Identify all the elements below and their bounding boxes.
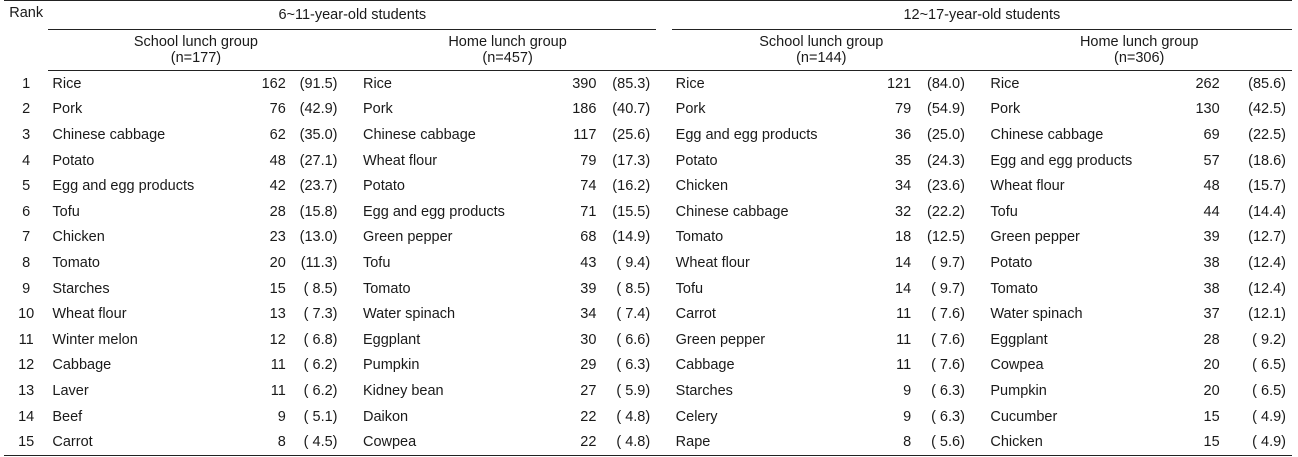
percent-cell: (42.9) <box>299 101 338 118</box>
spacer-cell <box>656 353 671 379</box>
spacer-cell <box>656 301 671 327</box>
rank-cell: 13 <box>18 382 35 399</box>
spacer-cell <box>971 301 986 327</box>
food-name-cell: Cucumber <box>990 408 1058 425</box>
spacer-cell <box>344 327 359 353</box>
spacer-cell <box>344 71 359 97</box>
spacer-cell <box>656 429 671 455</box>
food-name-cell: Tofu <box>990 203 1018 220</box>
rank-cell: 8 <box>22 254 31 271</box>
percent-cell: ( 7.6) <box>931 357 965 374</box>
food-name-cell: Cabbage <box>52 357 112 374</box>
table-row <box>4 404 1292 430</box>
subgroup-n: (n=177) <box>48 50 343 71</box>
table-row <box>4 199 1292 225</box>
percent-cell: (12.1) <box>1248 306 1286 323</box>
percent-cell: (22.2) <box>927 203 965 220</box>
rank-cell: 7 <box>22 229 31 246</box>
percent-cell: (12.7) <box>1248 229 1286 246</box>
percent-cell: (18.6) <box>1248 152 1286 169</box>
food-ranking-table <box>4 0 1292 456</box>
subgroup-label: School lunch group <box>759 34 884 50</box>
food-name-cell: Chinese cabbage <box>675 203 789 220</box>
spacer-cell <box>656 122 671 148</box>
count-cell: 32 <box>895 203 912 220</box>
percent-cell: ( 5.1) <box>303 408 338 425</box>
percent-cell: (14.9) <box>612 229 651 246</box>
spacer-cell <box>344 148 359 174</box>
count-cell: 14 <box>895 254 912 271</box>
food-name-cell: Chicken <box>52 229 105 246</box>
food-name-cell: Chinese cabbage <box>362 126 476 143</box>
count-cell: 38 <box>1203 254 1220 271</box>
spacer-cell <box>971 225 986 251</box>
rank-cell: 15 <box>4 429 48 455</box>
spacer-cell <box>971 378 986 404</box>
food-name-cell: Potato <box>362 178 405 195</box>
percent-cell: ( 9.4) <box>616 254 651 271</box>
spacer-cell <box>344 429 359 455</box>
percent-cell: ( 4.8) <box>616 408 651 425</box>
spacer-cell <box>971 97 986 123</box>
percent-cell: (27.1) <box>299 152 338 169</box>
spacer-cell <box>656 71 671 97</box>
table-row <box>4 429 1292 455</box>
header-row-subgroups <box>4 30 1292 51</box>
subgroup-label: Home lunch group <box>1079 34 1199 50</box>
spacer-cell <box>344 301 359 327</box>
percent-cell: (12.4) <box>1248 280 1286 297</box>
rank-cell: 14 <box>18 408 35 425</box>
spacer-cell <box>344 250 359 276</box>
count-cell: 262 <box>1195 75 1220 92</box>
food-name-cell: Wheat flour <box>52 306 127 323</box>
food-name-cell: Tomato <box>990 280 1038 297</box>
spacer-cell <box>971 148 986 174</box>
percent-cell: ( 6.2) <box>303 382 338 399</box>
percent-cell: ( 6.5) <box>1252 382 1286 399</box>
spacer-cell <box>656 97 671 123</box>
food-name-cell: Potato <box>990 254 1033 271</box>
count-cell: 18 <box>895 229 912 246</box>
food-name-cell: Tomato <box>362 280 411 297</box>
count-cell: 20 <box>1203 357 1220 374</box>
spacer-cell <box>344 225 359 251</box>
food-name-cell: Winter melon <box>52 331 138 348</box>
count-cell: 28 <box>1203 331 1220 348</box>
table-body <box>4 71 1292 456</box>
spacer-cell <box>656 225 671 251</box>
count-cell: 36 <box>895 126 912 143</box>
spacer-cell <box>971 173 986 199</box>
count-cell: 22 <box>551 429 598 455</box>
food-name-cell: Chinese cabbage <box>52 126 166 143</box>
food-name-cell: Wheat flour <box>675 254 750 271</box>
percent-cell: ( 6.3) <box>931 408 965 425</box>
count-cell: 29 <box>580 357 597 374</box>
count-cell: 11 <box>270 382 286 399</box>
percent-cell: ( 9.7) <box>931 280 965 297</box>
percent-cell: ( 6.8) <box>303 331 338 348</box>
count-cell: 15 <box>269 280 286 297</box>
percent-cell: ( 5.9) <box>616 382 651 399</box>
percent-cell: ( 4.9) <box>1252 408 1286 425</box>
count-cell: 8 <box>868 429 913 455</box>
table-row <box>4 250 1292 276</box>
count-cell: 39 <box>580 280 597 297</box>
rank-cell: 5 <box>22 178 31 195</box>
spacer-cell <box>656 199 671 225</box>
percent-cell: (23.7) <box>299 178 338 195</box>
spacer-cell <box>656 378 671 404</box>
count-cell: 43 <box>580 254 597 271</box>
food-name-cell: Egg and egg products <box>675 126 818 143</box>
percent-cell: (85.3) <box>612 75 651 92</box>
rank-cell: 12 <box>18 357 35 374</box>
count-cell: 390 <box>572 75 597 92</box>
rank-cell: 1 <box>22 75 31 92</box>
food-name-cell: Pumpkin <box>362 357 420 374</box>
spacer-cell <box>656 173 671 199</box>
percent-cell: (13.0) <box>299 229 338 246</box>
count-cell: 117 <box>573 126 597 143</box>
count-cell: 30 <box>580 331 597 348</box>
count-cell: 71 <box>580 203 597 220</box>
table-row <box>4 71 1292 97</box>
food-name-cell: Wheat flour <box>362 152 438 169</box>
food-name-cell: Kidney bean <box>362 382 444 399</box>
food-name-cell: Celery <box>675 408 718 425</box>
count-cell: 38 <box>1203 280 1220 297</box>
count-cell: 121 <box>886 75 912 92</box>
count-cell: 12 <box>269 331 286 348</box>
percent-cell: ( 6.3) <box>931 382 965 399</box>
count-cell: 68 <box>580 229 597 246</box>
food-name-cell: Green pepper <box>675 331 766 348</box>
spacer-cell <box>656 148 671 174</box>
percent-cell: ( 5.6) <box>913 429 971 455</box>
count-cell: 15 <box>1203 408 1220 425</box>
count-cell: 162 <box>261 75 286 92</box>
food-name-cell: Egg and egg products <box>362 203 505 220</box>
food-name-cell: Chicken <box>675 178 729 195</box>
percent-cell: ( 4.8) <box>598 429 656 455</box>
food-name-cell: Rice <box>362 75 392 92</box>
count-cell: 11 <box>896 306 912 323</box>
age-group-12-17-header: 12~17-year-old students <box>672 1 1292 30</box>
header-row-sample-sizes <box>4 50 1292 71</box>
table-row <box>4 97 1292 123</box>
food-name-cell: Chinese cabbage <box>990 126 1104 143</box>
food-name-cell: Pork <box>990 101 1021 118</box>
count-cell: 28 <box>269 203 286 220</box>
count-cell: 34 <box>895 178 912 195</box>
percent-cell: ( 7.3) <box>303 306 338 323</box>
food-name-cell: Eggplant <box>362 331 421 348</box>
table-row <box>4 122 1292 148</box>
spacer-cell <box>971 250 986 276</box>
percent-cell: (25.0) <box>927 126 965 143</box>
food-name-cell: Beef <box>52 408 83 425</box>
subgroup-n: (n=457) <box>359 50 656 71</box>
count-cell: 27 <box>580 382 597 399</box>
spacer-cell <box>971 122 986 148</box>
percent-cell: ( 6.6) <box>616 331 651 348</box>
spacer-cell <box>344 404 359 430</box>
count-cell: 69 <box>1203 126 1220 143</box>
count-cell: 57 <box>1203 152 1220 169</box>
food-name-cell: Chicken <box>986 429 1172 455</box>
percent-cell: ( 7.4) <box>616 306 651 323</box>
count-cell: 76 <box>269 101 286 118</box>
food-name-cell: Rape <box>672 429 868 455</box>
header-row-groups <box>4 1 1292 30</box>
percent-cell: ( 9.7) <box>931 254 965 271</box>
food-name-cell: Pumpkin <box>990 382 1047 399</box>
food-name-cell: Starches <box>675 382 733 399</box>
count-cell: 186 <box>572 101 597 118</box>
percent-cell: ( 7.6) <box>931 306 965 323</box>
food-name-cell: Rice <box>675 75 705 92</box>
table-row <box>4 173 1292 199</box>
rank-cell: 4 <box>22 152 31 169</box>
subgroup-label: School lunch group <box>133 34 259 50</box>
spacer-cell <box>656 276 671 302</box>
percent-cell: (35.0) <box>299 126 338 143</box>
percent-cell: (85.6) <box>1248 75 1286 92</box>
table-row <box>4 327 1292 353</box>
percent-cell: ( 6.5) <box>1252 357 1286 374</box>
rank-cell: 10 <box>18 306 35 323</box>
food-name-cell: Wheat flour <box>990 178 1065 195</box>
food-name-cell: Green pepper <box>990 229 1080 246</box>
food-name-cell: Cabbage <box>675 357 735 374</box>
food-name-cell: Daikon <box>362 408 409 425</box>
food-name-cell: Cowpea <box>990 357 1044 374</box>
group-spacer <box>656 1 671 30</box>
food-name-cell: Pork <box>52 101 83 118</box>
count-cell: 35 <box>895 152 912 169</box>
count-cell: 23 <box>269 229 286 246</box>
percent-cell: (15.8) <box>299 203 338 220</box>
food-name-cell: Tofu <box>362 254 391 271</box>
count-cell: 37 <box>1203 306 1220 323</box>
count-cell: 48 <box>1203 178 1220 195</box>
table-row <box>4 276 1292 302</box>
count-cell: 79 <box>580 152 597 169</box>
age-group-6-11-header: 6~11-year-old students <box>48 1 656 30</box>
subgroup-label: Home lunch group <box>448 34 567 50</box>
percent-cell: (84.0) <box>927 75 965 92</box>
rank-header: Rank <box>4 1 48 71</box>
count-cell: 9 <box>277 408 286 425</box>
subgroup-n: (n=306) <box>986 50 1292 71</box>
count-cell: 74 <box>580 178 597 195</box>
percent-cell: (22.5) <box>1248 126 1286 143</box>
food-name-cell: Pork <box>362 101 393 118</box>
percent-cell: ( 9.2) <box>1252 331 1286 348</box>
table-row <box>4 148 1292 174</box>
food-name-cell: Starches <box>52 280 110 297</box>
spacer-cell <box>971 199 986 225</box>
food-name-cell: Eggplant <box>990 331 1048 348</box>
count-cell: 39 <box>1203 229 1220 246</box>
spacer-cell <box>656 327 671 353</box>
rank-cell: 9 <box>22 280 31 297</box>
percent-cell: (25.6) <box>612 126 651 143</box>
count-cell: 62 <box>269 126 286 143</box>
count-cell: 20 <box>1203 382 1220 399</box>
count-cell: 13 <box>269 306 286 323</box>
count-cell: 14 <box>895 280 912 297</box>
count-cell: 130 <box>1195 101 1220 118</box>
count-cell: 9 <box>903 408 912 425</box>
food-name-cell: Cowpea <box>359 429 551 455</box>
percent-cell: (12.5) <box>927 229 965 246</box>
percent-cell: ( 8.5) <box>303 280 338 297</box>
food-name-cell: Potato <box>675 152 718 169</box>
food-name-cell: Tomato <box>52 254 100 271</box>
percent-cell: ( 6.3) <box>616 357 651 374</box>
spacer-cell <box>344 122 359 148</box>
percent-cell: (54.9) <box>927 101 965 118</box>
rank-cell: 2 <box>22 101 31 118</box>
count-cell: 48 <box>269 152 286 169</box>
percent-cell: (11.3) <box>300 254 338 271</box>
spacer-cell <box>971 429 986 455</box>
rank-cell: 6 <box>22 203 31 220</box>
percent-cell: (42.5) <box>1248 101 1286 118</box>
subgroup-n: (n=144) <box>672 50 971 71</box>
count-cell: 11 <box>896 357 912 374</box>
food-name-cell: Green pepper <box>362 229 453 246</box>
percent-cell: ( 7.6) <box>931 331 965 348</box>
table-row <box>4 225 1292 251</box>
spacer-cell <box>344 378 359 404</box>
food-name-cell: Carrot <box>675 306 716 323</box>
count-cell: 11 <box>896 331 912 348</box>
percent-cell: ( 8.5) <box>616 280 651 297</box>
spacer-cell <box>971 71 986 97</box>
percent-cell: (17.3) <box>612 152 651 169</box>
percent-cell: (16.2) <box>612 178 651 195</box>
food-name-cell: Egg and egg products <box>52 178 195 195</box>
count-cell: 11 <box>270 357 286 374</box>
percent-cell: (40.7) <box>612 101 651 118</box>
spacer-cell <box>971 327 986 353</box>
rank-cell: 11 <box>18 331 34 348</box>
percent-cell: (15.5) <box>612 203 651 220</box>
spacer-cell <box>656 250 671 276</box>
spacer-cell <box>344 276 359 302</box>
table-row <box>4 353 1292 379</box>
table-row <box>4 378 1292 404</box>
table-row <box>4 301 1292 327</box>
food-name-cell: Water spinach <box>990 306 1083 323</box>
food-name-cell: Water spinach <box>362 306 456 323</box>
spacer-cell <box>971 404 986 430</box>
count-cell: 8 <box>244 429 287 455</box>
count-cell: 15 <box>1172 429 1222 455</box>
food-name-cell: Rice <box>990 75 1020 92</box>
food-name-cell: Potato <box>52 152 95 169</box>
spacer-cell <box>656 404 671 430</box>
count-cell: 42 <box>269 178 286 195</box>
spacer-cell <box>344 199 359 225</box>
percent-cell: (24.3) <box>927 152 965 169</box>
count-cell: 79 <box>895 101 912 118</box>
spacer-cell <box>971 353 986 379</box>
count-cell: 44 <box>1203 203 1220 220</box>
percent-cell: (15.7) <box>1248 178 1286 195</box>
percent-cell: (91.5) <box>299 75 338 92</box>
spacer-cell <box>344 353 359 379</box>
count-cell: 9 <box>903 382 912 399</box>
spacer-cell <box>344 173 359 199</box>
percent-cell: ( 4.9) <box>1222 429 1292 455</box>
percent-cell: ( 6.2) <box>303 357 338 374</box>
food-name-cell: Tomato <box>675 229 724 246</box>
food-name-cell: Tofu <box>52 203 80 220</box>
percent-cell: (23.6) <box>927 178 965 195</box>
food-name-cell: Pork <box>675 101 706 118</box>
food-name-cell: Egg and egg products <box>990 152 1133 169</box>
percent-cell: (12.4) <box>1248 254 1286 271</box>
food-name-cell: Tofu <box>675 280 704 297</box>
percent-cell: ( 4.5) <box>288 429 344 455</box>
count-cell: 34 <box>580 306 597 323</box>
spacer-cell <box>344 97 359 123</box>
rank-cell: 3 <box>22 126 31 143</box>
food-name-cell: Rice <box>52 75 82 92</box>
food-name-cell: Carrot <box>48 429 244 455</box>
spacer-cell <box>971 276 986 302</box>
count-cell: 20 <box>269 254 286 271</box>
percent-cell: (14.4) <box>1248 203 1286 220</box>
count-cell: 22 <box>580 408 597 425</box>
food-name-cell: Laver <box>52 382 89 399</box>
